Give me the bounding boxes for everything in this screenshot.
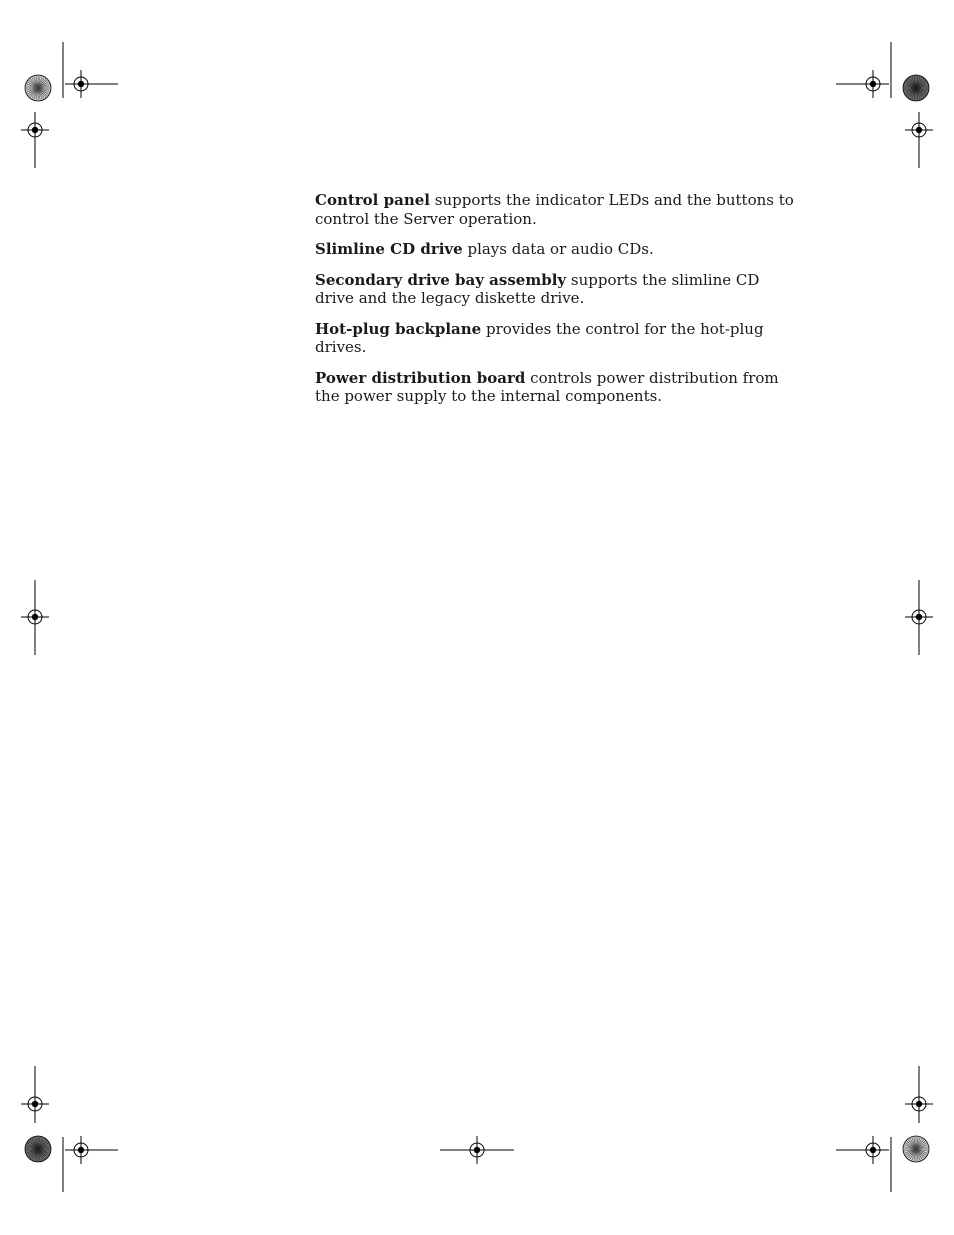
- registration-mark-icon: [905, 603, 933, 631]
- color-starburst-icon: [25, 75, 51, 101]
- term-slimline-cd-drive: Slimline CD drive: [315, 240, 463, 258]
- term-control-panel: Control panel: [315, 191, 430, 209]
- paragraph-control-panel: [315, 191, 800, 228]
- registration-mark-icon: [21, 116, 49, 144]
- paragraph-slimline-cd-drive: [315, 240, 800, 259]
- term-power-distribution-board: Power distribution board: [315, 368, 526, 387]
- paragraph-secondary-drive-bay: [315, 271, 800, 308]
- registration-mark-icon: [905, 116, 933, 144]
- description-hot-plug-backplane: provides the control for the hot-plug drives.: [315, 319, 764, 356]
- registration-mark-icon: [859, 70, 887, 98]
- color-starburst-icon: [25, 1136, 51, 1162]
- registration-mark-icon: [463, 1136, 491, 1164]
- color-starburst-icon: [903, 75, 929, 101]
- registration-mark-icon: [67, 1136, 95, 1164]
- description-power-distribution-board: controls power distribution from the power supply to the internal components.: [315, 368, 779, 405]
- description-secondary-drive-bay: supports the slimline CD drive and the legacy diskette drive.: [315, 270, 760, 307]
- registration-mark-icon: [67, 70, 95, 98]
- paragraph-power-distribution-board: [315, 369, 800, 406]
- paragraph-hot-plug-backplane: [315, 320, 800, 357]
- description-slimline-cd-drive: plays data or audio CDs.: [467, 240, 654, 258]
- color-starburst-icon: [903, 1136, 929, 1162]
- term-secondary-drive-bay: Secondary drive bay assembly: [315, 270, 567, 289]
- registration-mark-icon: [905, 1090, 933, 1118]
- registration-mark-icon: [21, 1090, 49, 1118]
- description-control-panel: supports the indicator LEDs and the buttons to control the Server operation.: [315, 191, 794, 228]
- registration-mark-icon: [21, 603, 49, 631]
- document-body: [315, 191, 800, 418]
- term-hot-plug-backplane: Hot-plug backplane: [315, 319, 482, 338]
- registration-mark-icon: [859, 1136, 887, 1164]
